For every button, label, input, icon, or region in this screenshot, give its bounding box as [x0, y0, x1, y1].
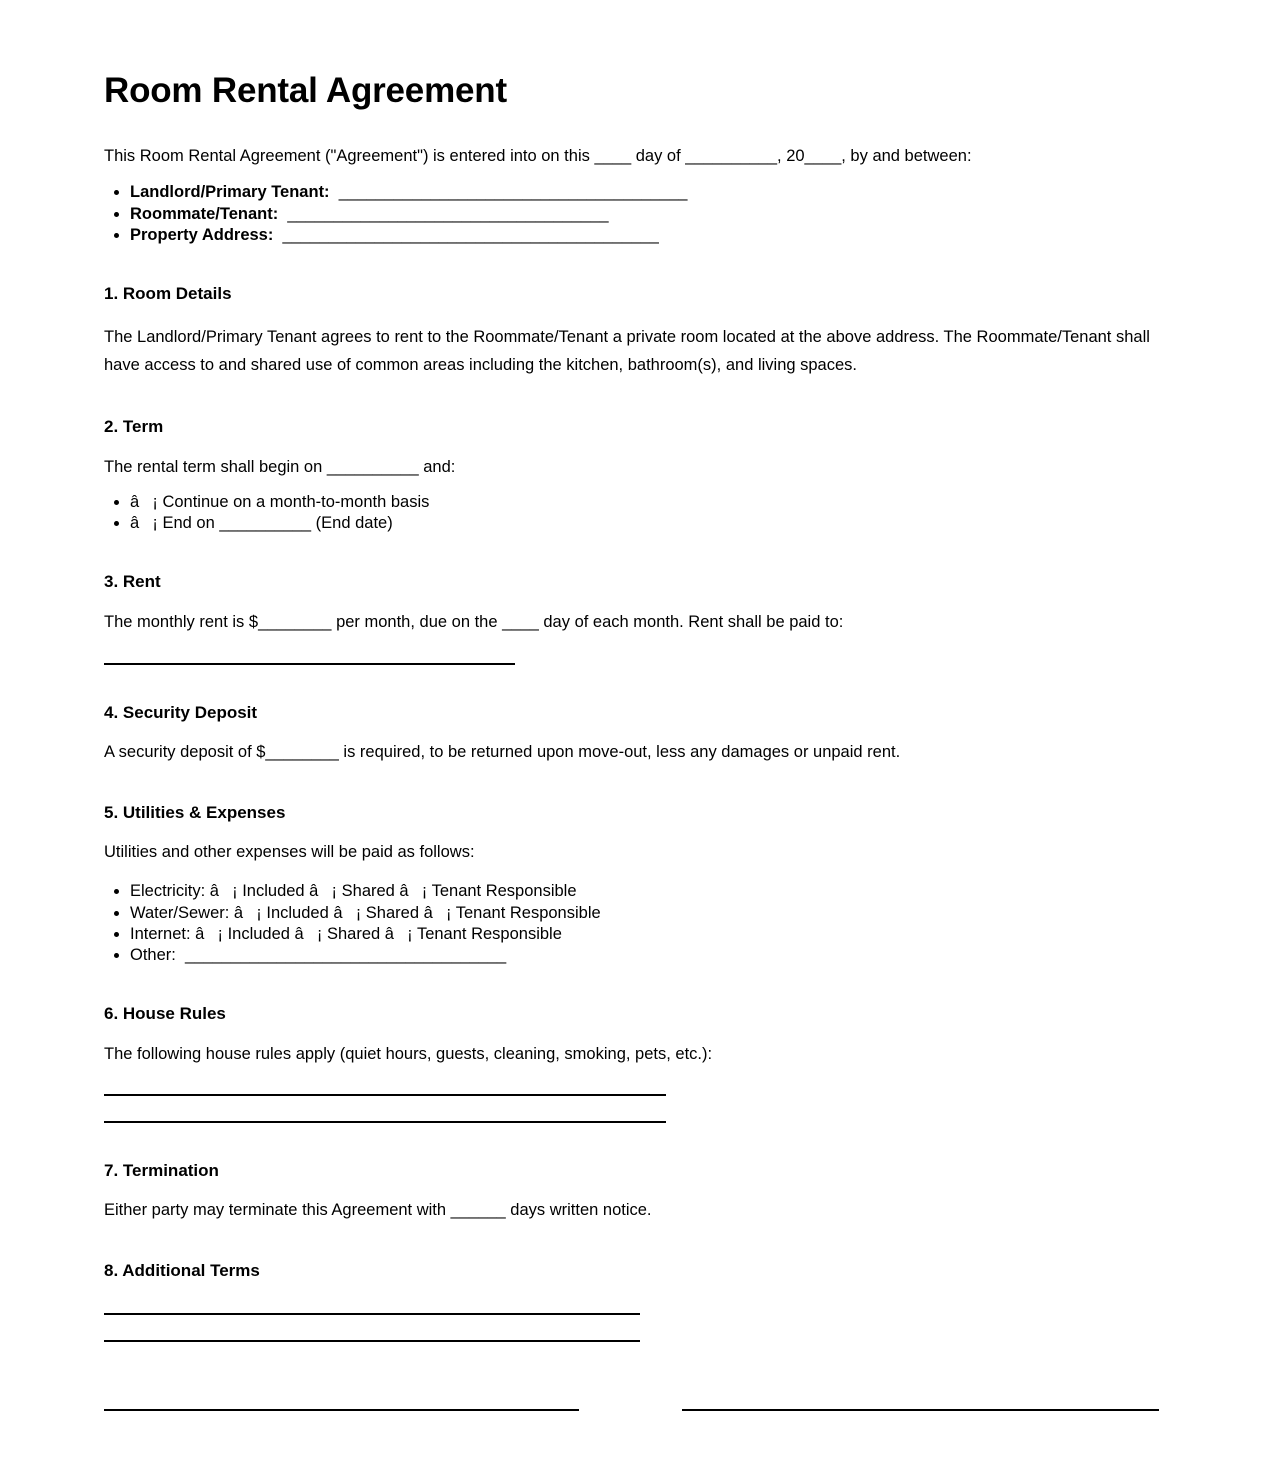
section-heading-security-deposit: 4. Security Deposit [104, 702, 258, 722]
section-heading-utilities-expenses: 5. Utilities & Expenses [104, 802, 286, 822]
list-item-utility-other[interactable]: • Other: ___________________________________ [130, 945, 1159, 966]
section-body-room-details: The Landlord/Primary Tenant agrees to rent to the Roommate/Tenant a private room located at the above address. The Roommate/Tenant shall have access to and shared use of common areas including the kitchen, bathroom(s), and living spaces. [104, 327, 1150, 375]
signature-line-right[interactable] [682, 1409, 1159, 1411]
page-title: Room Rental Agreement [104, 71, 507, 110]
list-item-roommate [130, 204, 1159, 225]
section-heading-room-details: 1. Room Details [104, 284, 232, 304]
house-rules-blank-line-1[interactable] [104, 1094, 666, 1096]
party-label-roommate: Roommate/Tenant: [130, 204, 279, 223]
section-body-rent: The monthly rent is $________ per month, due on the ____ day of each month. Rent shall be paid to: [104, 612, 844, 631]
section-heading-rent: 3. Rent [104, 572, 161, 592]
section-body-term: The rental term shall begin on __________ and: [104, 457, 456, 476]
party-label-property-address: Property Address: [130, 225, 274, 244]
section-body-termination: Either party may terminate this Agreement with ______ days written notice. [104, 1201, 652, 1220]
party-blank-property-address[interactable]: _________________________________________ [273, 225, 659, 244]
party-blank-roommate[interactable]: ___________________________________ [278, 204, 609, 223]
signature-gap [579, 1409, 683, 1411]
party-list [104, 182, 1159, 246]
signature-row [104, 1409, 1159, 1411]
section-heading-term: 2. Term [104, 417, 164, 437]
list-item-landlord [130, 182, 1159, 203]
utilities-list [104, 881, 1159, 966]
signature-line-left[interactable] [104, 1409, 579, 1411]
list-item-utility-internet[interactable]: • Internet: â¡ Included â¡ Shared â¡ Tenant Responsible [130, 924, 1159, 945]
section-heading-house-rules: 6. House Rules [104, 1004, 226, 1024]
party-blank-landlord[interactable]: ______________________________________ [329, 183, 688, 202]
additional-terms-blank-line-2[interactable] [104, 1340, 640, 1342]
term-option-list [104, 492, 1159, 535]
list-item-utility-electricity[interactable]: • Electricity: â¡ Included â¡ Shared â¡ Tenant Responsible [130, 881, 1159, 902]
rent-payee-blank-line[interactable] [104, 663, 515, 665]
list-item-term-month-to-month[interactable]: • â¡ Continue on a month-to-month basis [130, 492, 1159, 513]
additional-terms-blank-line-1[interactable] [104, 1313, 640, 1315]
section-body-security-deposit: A security deposit of $________ is required, to be returned upon move-out, less any damages or unpaid rent. [104, 742, 901, 761]
list-item-utility-water-sewer[interactable]: • Water/Sewer: â¡ Included â¡ Shared â¡ Tenant Responsible [130, 903, 1159, 924]
house-rules-blank-line-2[interactable] [104, 1121, 666, 1123]
intro-paragraph: This Room Rental Agreement ("Agreement") is entered into on this ____ day of __________, 20____, by and between: [104, 146, 972, 165]
party-label-landlord: Landlord/Primary Tenant: [130, 183, 330, 202]
section-heading-additional-terms: 8. Additional Terms [104, 1260, 260, 1280]
section-body-utilities-expenses: Utilities and other expenses will be paid as follows: [104, 843, 475, 862]
section-body-house-rules: The following house rules apply (quiet hours, guests, cleaning, smoking, pets, etc.): [104, 1044, 713, 1063]
list-item-term-end-date[interactable]: • â¡ End on __________ (End date) [130, 513, 1159, 534]
section-heading-termination: 7. Termination [104, 1160, 219, 1180]
list-item-property-address [130, 225, 1159, 246]
